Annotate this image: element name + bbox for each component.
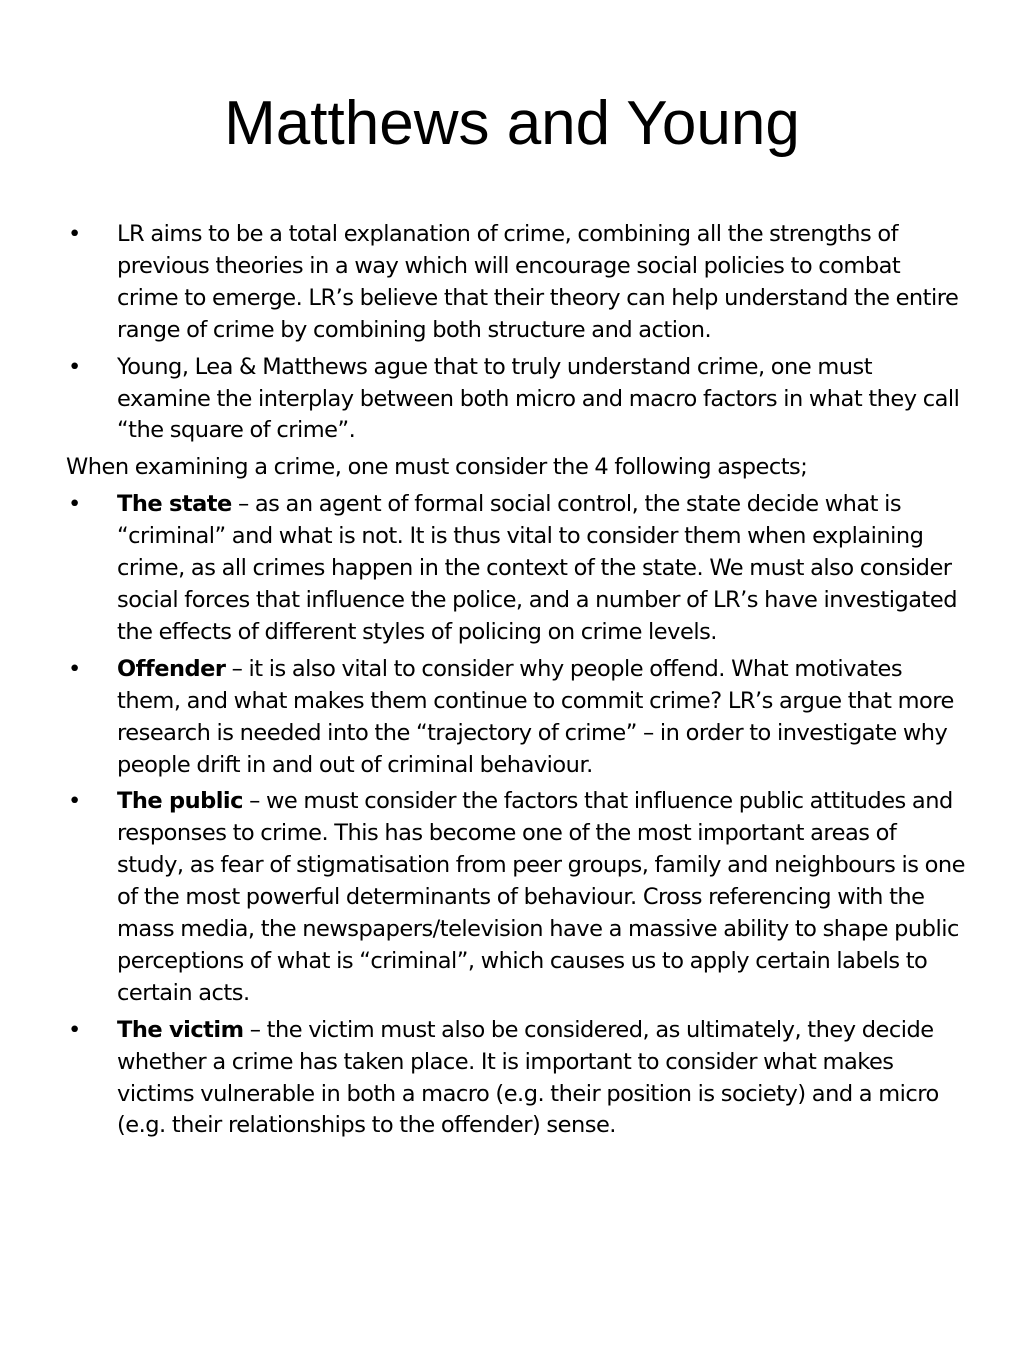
bullet-total-explanation: [66, 219, 966, 347]
bullet-the-public: [66, 786, 966, 1009]
aspect-term: Offender: [117, 655, 226, 682]
bullet-square-of-crime: [66, 352, 966, 448]
lead-in-paragraph: When examining a crime, one must consider the 4 following aspects;: [66, 454, 808, 481]
bullet-text: LR aims to be a total explanation of crime, combining all the strengths of previous theories in a way which will encourage social policies to combat crime to emerge. LR’s believe that their theory can help understand the entire range of crime by combining both structure and action.: [117, 221, 959, 343]
aspect-term: The victim: [117, 1016, 244, 1043]
bullet-icon: •: [68, 1016, 81, 1043]
bullet-the-state: [66, 489, 966, 649]
bullet-offender: [66, 654, 966, 782]
bullet-icon: •: [68, 221, 81, 247]
bullet-the-victim: [66, 1015, 966, 1143]
slide-title: Matthews and Young: [224, 89, 800, 158]
aspect-term: The public: [117, 788, 243, 815]
bullet-icon: •: [68, 788, 81, 815]
aspect-text: – as an agent of formal social control, the state decide what is “criminal” and what is not. It is thus vital to consider them when explaining crime, as all crimes happen in the context of the state. We must also consider social forces that influence the police, and a number of LR’s have investigated the effects of different styles of policing on crime levels.: [117, 491, 957, 645]
aspect-text: – we must consider the factors that influence public attitudes and responses to crime. This has become one of the most important areas of study, as fear of stigmatisation from peer groups, family and neighbours is one of the most powerful determinants of behaviour. Cross referencing with the mass media, the newspapers/television have a massive ability to shape public perceptions of what is “criminal”, which causes us to apply certain labels to certain acts.: [117, 788, 965, 1006]
aspect-text: – it is also vital to consider why people offend. What motivates them, and what makes them continue to commit crime? LR’s argue that more research is needed into the “trajectory of crime” – in order to investigate why people drift in and out of criminal behaviour.: [117, 655, 954, 778]
aspect-text: – the victim must also be considered, as ultimately, they decide whether a crime has taken place. It is important to consider what makes victims vulnerable in both a macro (e.g. their position is society) and a micro (e.g. their relationships to the offender) sense.: [117, 1016, 939, 1139]
bullet-icon: •: [68, 655, 81, 682]
bullet-text: Young, Lea & Matthews ague that to truly understand crime, one must examine the interplay between both micro and macro factors in what they call “the square of crime”.: [117, 353, 960, 444]
bullet-icon: •: [68, 353, 81, 380]
aspect-term: The state: [117, 491, 232, 518]
slide-body: [66, 219, 966, 1147]
bullet-icon: •: [68, 491, 81, 518]
